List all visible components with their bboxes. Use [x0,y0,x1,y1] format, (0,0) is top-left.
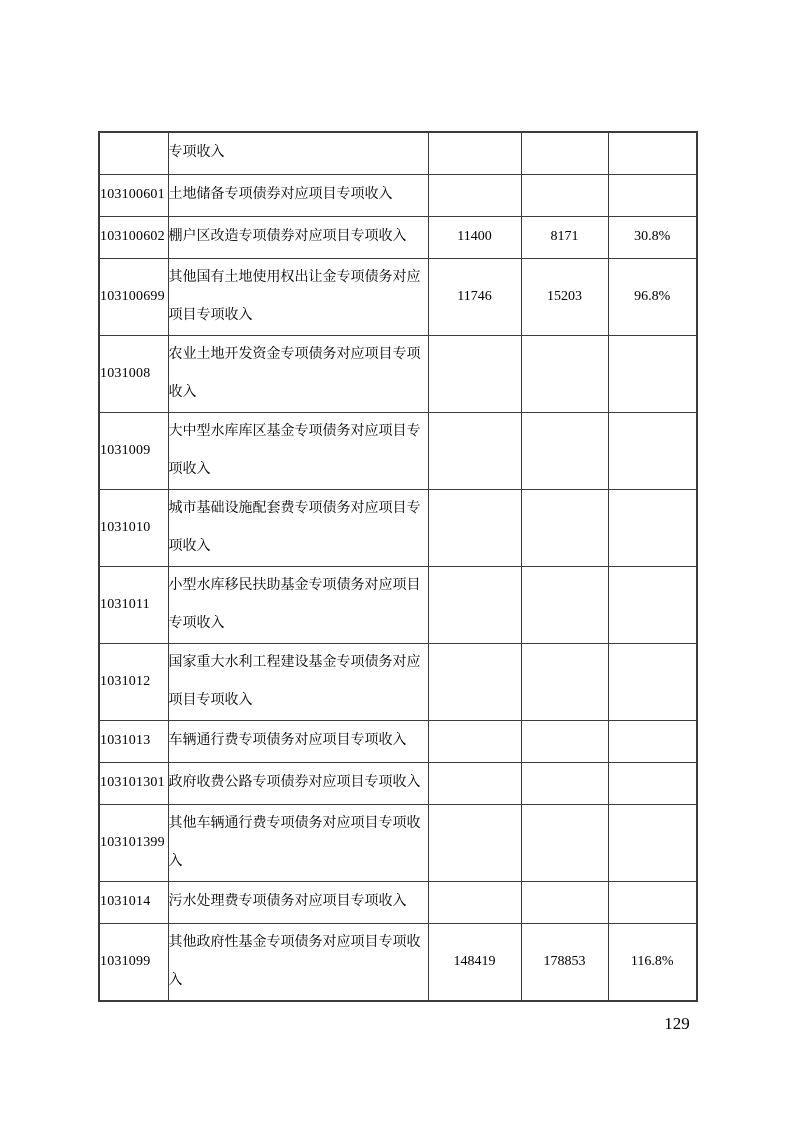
row-name-cell: 专项收入 [168,132,428,174]
row-percent-cell [608,174,697,216]
row-value1-cell [428,566,521,643]
table-row [99,720,697,762]
row-code-cell: 1031009 [99,412,168,489]
table-row [99,216,697,258]
budget-table [98,131,698,1002]
table-row [99,174,697,216]
row-name-cell: 国家重大水利工程建设基金专项债务对应项目专项收入 [168,643,428,720]
row-percent-cell [608,762,697,804]
table-row [99,804,697,881]
row-value2-cell [521,412,608,489]
table-row [99,132,697,174]
row-value1-cell [428,762,521,804]
table-row [99,881,697,923]
row-value2-cell [521,566,608,643]
row-name-cell: 政府收费公路专项债券对应项目专项收入 [168,762,428,804]
row-value1-cell: 11400 [428,216,521,258]
table-row [99,489,697,566]
row-name-cell: 其他国有土地使用权出让金专项债务对应项目专项收入 [168,258,428,335]
row-value2-cell [521,881,608,923]
row-code-cell: 1031012 [99,643,168,720]
row-value2-cell [521,132,608,174]
row-name-cell: 其他车辆通行费专项债务对应项目专项收入 [168,804,428,881]
row-value2-cell [521,335,608,412]
row-code-cell: 1031014 [99,881,168,923]
row-value2-cell [521,174,608,216]
row-percent-cell [608,132,697,174]
row-value2-cell [521,720,608,762]
table-row [99,412,697,489]
row-value2-cell: 15203 [521,258,608,335]
row-value1-cell [428,412,521,489]
row-percent-cell: 30.8% [608,216,697,258]
row-code-cell: 103100602 [99,216,168,258]
row-code-cell [99,132,168,174]
table-row [99,643,697,720]
budget-table-body [99,132,697,1001]
row-code-cell: 103101399 [99,804,168,881]
row-name-cell: 大中型水库库区基金专项债务对应项目专项收入 [168,412,428,489]
table-row [99,566,697,643]
row-name-cell: 小型水库移民扶助基金专项债务对应项目专项收入 [168,566,428,643]
row-value1-cell [428,489,521,566]
row-name-cell: 城市基础设施配套费专项债务对应项目专项收入 [168,489,428,566]
row-name-cell: 农业土地开发资金专项债务对应项目专项收入 [168,335,428,412]
row-value2-cell: 178853 [521,923,608,1001]
row-code-cell: 1031008 [99,335,168,412]
row-value1-cell [428,720,521,762]
row-value1-cell: 11746 [428,258,521,335]
row-value2-cell [521,643,608,720]
row-value2-cell [521,804,608,881]
row-name-cell: 其他政府性基金专项债务对应项目专项收入 [168,923,428,1001]
row-code-cell: 103100601 [99,174,168,216]
row-code-cell: 103100699 [99,258,168,335]
row-value2-cell [521,489,608,566]
row-name-cell: 土地储备专项债券对应项目专项收入 [168,174,428,216]
row-value1-cell [428,643,521,720]
row-code-cell: 1031011 [99,566,168,643]
row-value2-cell: 8171 [521,216,608,258]
row-value1-cell [428,881,521,923]
row-percent-cell [608,643,697,720]
row-code-cell: 1031013 [99,720,168,762]
row-percent-cell [608,804,697,881]
row-value1-cell [428,335,521,412]
table-row [99,762,697,804]
table-row [99,923,697,1001]
row-name-cell: 污水处理费专项债务对应项目专项收入 [168,881,428,923]
row-percent-cell [608,412,697,489]
row-percent-cell: 116.8% [608,923,697,1001]
row-percent-cell [608,881,697,923]
row-percent-cell [608,720,697,762]
row-value1-cell [428,132,521,174]
row-code-cell: 1031099 [99,923,168,1001]
row-value2-cell [521,762,608,804]
row-code-cell: 1031010 [99,489,168,566]
row-percent-cell [608,489,697,566]
table-row [99,258,697,335]
row-name-cell: 棚户区改造专项债券对应项目专项收入 [168,216,428,258]
table-row [99,335,697,412]
page-number: 129 [664,1014,690,1033]
row-percent-cell: 96.8% [608,258,697,335]
row-name-cell: 车辆通行费专项债务对应项目专项收入 [168,720,428,762]
row-percent-cell [608,566,697,643]
row-percent-cell [608,335,697,412]
row-value1-cell: 148419 [428,923,521,1001]
row-value1-cell [428,174,521,216]
row-code-cell: 103101301 [99,762,168,804]
row-value1-cell [428,804,521,881]
